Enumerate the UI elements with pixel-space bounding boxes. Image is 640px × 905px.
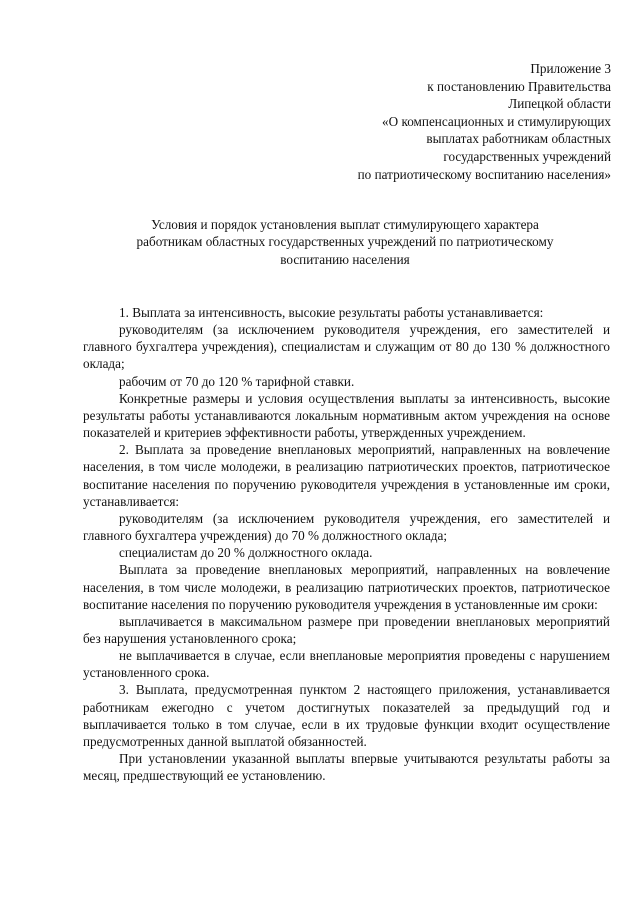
appendix-line: государственных учреждений [443, 148, 611, 164]
appendix-header [281, 60, 611, 183]
paragraph: специалистам до 20 % должностного оклада. [119, 545, 373, 561]
appendix-line: Приложение 3 [530, 61, 611, 76]
appendix-line: выплатах работникам областных [426, 131, 611, 147]
appendix-line: к постановлению Правительства [427, 78, 611, 94]
paragraph: 3. Выплата, предусмотренная пунктом 2 настоящего приложения, устанавливается работникам ежегодно с учетом достигнутых показателей за предыдущий год и выплачивается только в том случае, если в их трудовые функции входит осуществление предусмотренных данной выплатой обязанностей. [83, 682, 610, 749]
title-line: работникам областных государственных учреждений по патриотическому [136, 234, 554, 250]
title-line: Условия и порядок установления выплат стимулирующего характера [151, 217, 539, 232]
paragraph: 2. Выплата за проведение внеплановых мероприятий, направленных на вовлечение населения, в том числе молодежи, в реализацию патриотических проектов, патриотическое воспитание населения по поручению руководителя учреждения в установленные им сроки, устанавливается: [83, 442, 610, 509]
paragraph: 1. Выплата за интенсивность, высокие результаты работы устанавливается: [119, 305, 544, 320]
document-body [83, 304, 610, 784]
paragraph: рабочим от 70 до 120 % тарифной ставки. [119, 373, 355, 389]
paragraph: Выплата за проведение внеплановых мероприятий, направленных на вовлечение населения, в том числе молодежи, в реализацию патриотических проектов, патриотическое воспитание населения по поручению руководителя учреждения в установленные им сроки: [83, 562, 610, 612]
paragraph: руководителям (за исключением руководителя учреждения, его заместителей и главного бухгалтера учреждения) до 70 % должностного оклада; [83, 510, 610, 544]
appendix-line: «О компенсационных и стимулирующих [382, 113, 611, 129]
paragraph: При установлении указанной выплаты впервые учитываются результаты работы за месяц, предшествующий ее установлению. [83, 751, 610, 784]
title-line: воспитанию населения [280, 251, 410, 267]
paragraph: Конкретные размеры и условия осуществления выплаты за интенсивность, высокие результаты работы устанавливаются локальным нормативным актом учреждения на основе показателей и критериев эффективности работы, утвержденных учреждением. [83, 390, 610, 441]
paragraph: не выплачивается в случае, если внеплановые мероприятия проведены с нарушением установленного срока. [83, 648, 610, 681]
appendix-line: Липецкой области [508, 96, 611, 112]
appendix-line: по патриотическому воспитанию населения» [357, 166, 611, 182]
paragraph: выплачивается в максимальном размере при проведении внеплановых мероприятий без нарушения установленного срока; [83, 613, 610, 646]
document-title [80, 216, 610, 268]
paragraph: руководителям (за исключением руководителя учреждения, его заместителей и главного бухгалтера учреждения), специалистам и служащим от 80 до 130 % должностного оклада; [83, 322, 610, 372]
